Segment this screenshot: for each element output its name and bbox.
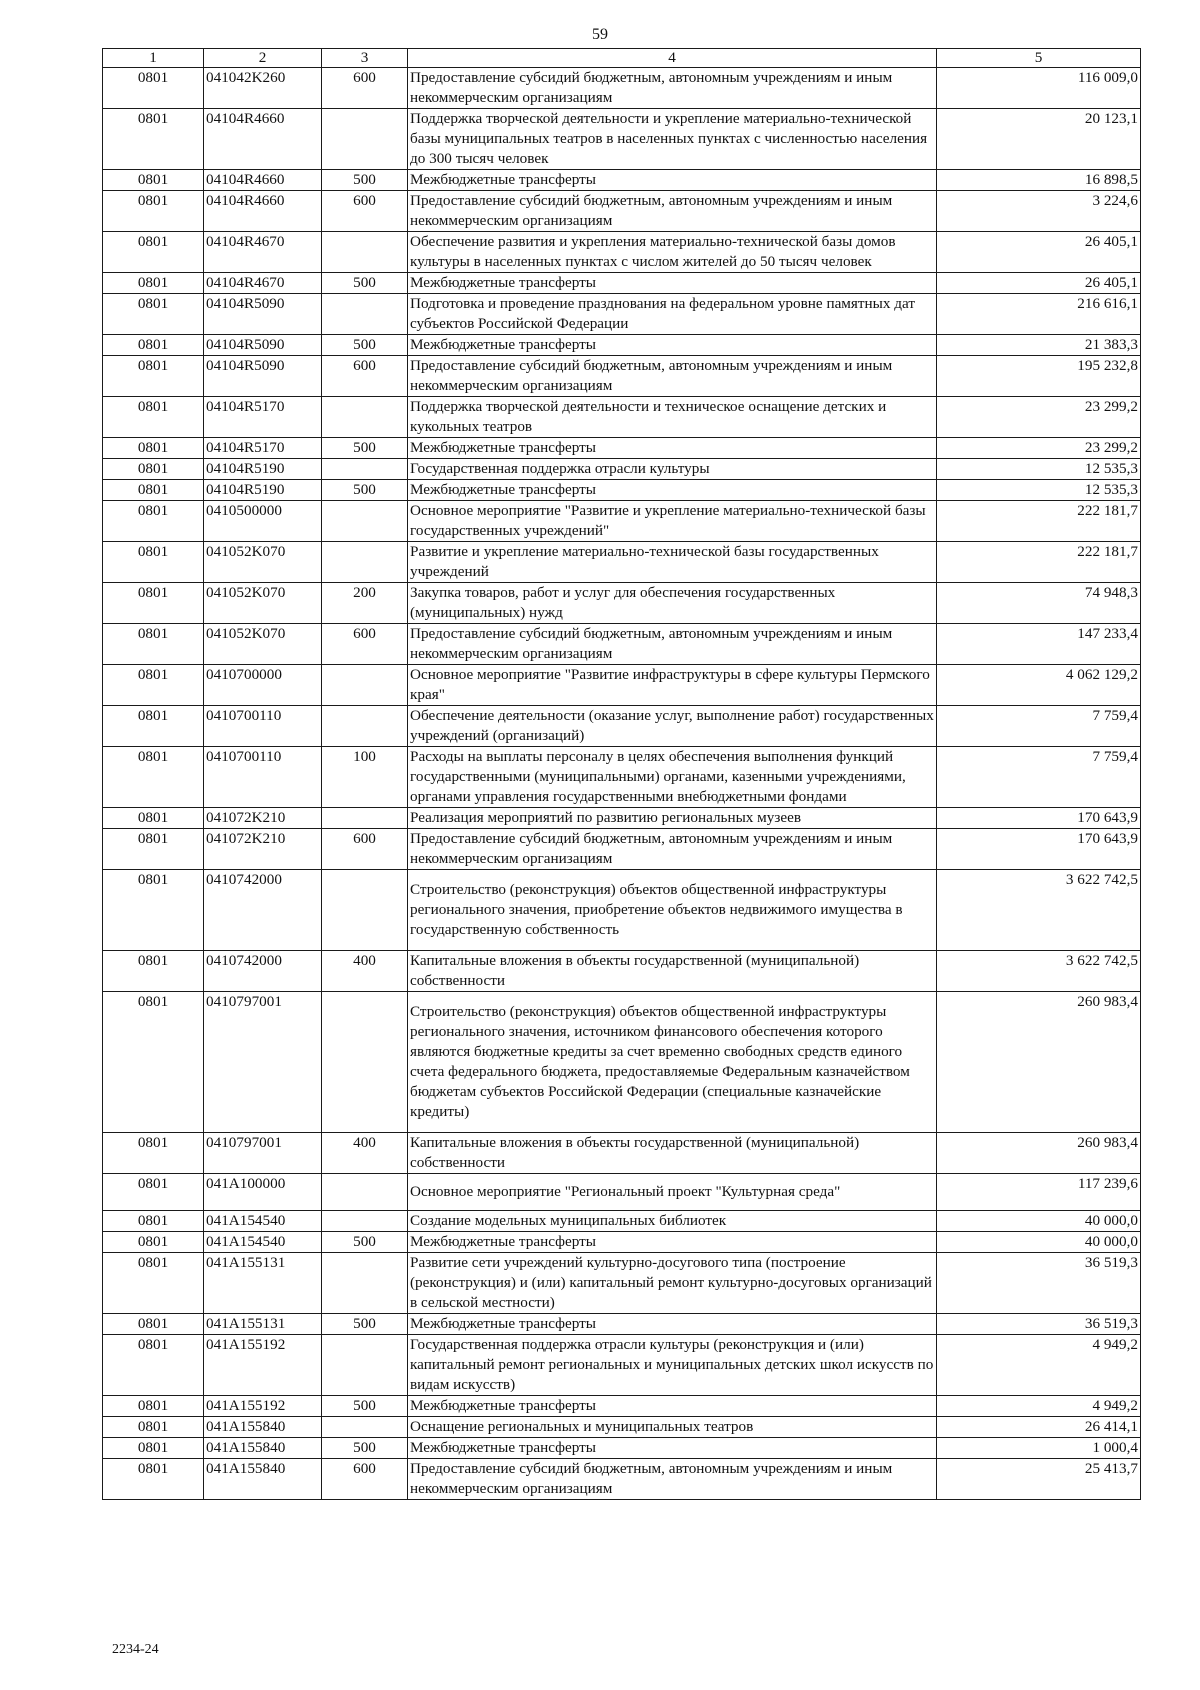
section-code-cell: 0801 — [103, 480, 204, 501]
target-article-cell: 0410700000 — [204, 665, 322, 706]
expense-type-cell: 600 — [322, 191, 408, 232]
description-cell: Капитальные вложения в объекты государственной (муниципальной) собственности — [408, 951, 937, 992]
amount-cell: 12 535,3 — [937, 480, 1141, 501]
table-row — [103, 170, 1141, 191]
section-code-cell: 0801 — [103, 1417, 204, 1438]
section-code-cell: 0801 — [103, 1459, 204, 1500]
expense-type-cell — [322, 1417, 408, 1438]
section-code-cell: 0801 — [103, 397, 204, 438]
target-article-cell: 041072K210 — [204, 808, 322, 829]
document-code: 2234-24 — [112, 1642, 159, 1657]
table-header — [103, 49, 1141, 68]
amount-cell: 40 000,0 — [937, 1232, 1141, 1253]
amount-cell: 23 299,2 — [937, 438, 1141, 459]
target-article-cell: 04104R5170 — [204, 397, 322, 438]
section-code-cell: 0801 — [103, 1174, 204, 1211]
target-article-cell: 04104R5090 — [204, 356, 322, 397]
table-row — [103, 273, 1141, 294]
amount-cell: 216 616,1 — [937, 294, 1141, 335]
table-row — [103, 747, 1141, 808]
amount-cell: 21 383,3 — [937, 335, 1141, 356]
description-cell: Предоставление субсидий бюджетным, автономным учреждениям и иным некоммерческим организациям — [408, 68, 937, 109]
description-cell: Строительство (реконструкция) объектов общественной инфраструктуры регионального значения, источником финансового обеспечения которого являются бюджетные кредиты за счет временно свободных средств единого счета федерального бюджета, предоставляемые Федеральным казначейством бюджетам субъектов Российской Федерации (специальные казначейские кредиты) — [408, 992, 937, 1133]
amount-cell: 222 181,7 — [937, 501, 1141, 542]
table-body — [103, 68, 1141, 1500]
target-article-cell: 04104R5190 — [204, 480, 322, 501]
amount-cell: 20 123,1 — [937, 109, 1141, 170]
target-article-cell: 04104R4660 — [204, 191, 322, 232]
expense-type-cell: 600 — [322, 829, 408, 870]
amount-cell: 147 233,4 — [937, 624, 1141, 665]
target-article-cell: 0410797001 — [204, 1133, 322, 1174]
section-code-cell: 0801 — [103, 583, 204, 624]
target-article-cell: 041052K070 — [204, 542, 322, 583]
section-code-cell: 0801 — [103, 109, 204, 170]
section-code-cell: 0801 — [103, 232, 204, 273]
target-article-cell: 041A155840 — [204, 1459, 322, 1500]
expense-type-cell — [322, 1253, 408, 1314]
amount-cell: 4 949,2 — [937, 1396, 1141, 1417]
table-row — [103, 808, 1141, 829]
expense-type-cell: 500 — [322, 480, 408, 501]
description-cell: Предоставление субсидий бюджетным, автономным учреждениям и иным некоммерческим организациям — [408, 624, 937, 665]
target-article-cell: 041042K260 — [204, 68, 322, 109]
expense-type-cell — [322, 808, 408, 829]
amount-cell: 260 983,4 — [937, 1133, 1141, 1174]
expense-type-cell — [322, 1335, 408, 1396]
description-cell: Государственная поддержка отрасли культуры (реконструкция и (или) капитальный ремонт региональных и муниципальных детских школ искусств по видам искусств) — [408, 1335, 937, 1396]
table-row — [103, 665, 1141, 706]
description-cell: Межбюджетные трансферты — [408, 1314, 937, 1335]
amount-cell: 36 519,3 — [937, 1253, 1141, 1314]
table-row — [103, 232, 1141, 273]
table-row — [103, 459, 1141, 480]
target-article-cell: 041052K070 — [204, 624, 322, 665]
target-article-cell: 041A155192 — [204, 1335, 322, 1396]
expense-type-cell: 600 — [322, 68, 408, 109]
target-article-cell: 04104R5090 — [204, 335, 322, 356]
section-code-cell: 0801 — [103, 1314, 204, 1335]
header-col-2: 2 — [204, 49, 322, 68]
table-row — [103, 480, 1141, 501]
table-row — [103, 109, 1141, 170]
expense-type-cell: 100 — [322, 747, 408, 808]
page-number: 59 — [592, 26, 608, 43]
target-article-cell: 041052K070 — [204, 583, 322, 624]
target-article-cell: 041A100000 — [204, 1174, 322, 1211]
target-article-cell: 041A154540 — [204, 1211, 322, 1232]
target-article-cell: 04104R4660 — [204, 170, 322, 191]
description-cell: Межбюджетные трансферты — [408, 170, 937, 191]
section-code-cell: 0801 — [103, 356, 204, 397]
table-row — [103, 870, 1141, 951]
section-code-cell: 0801 — [103, 459, 204, 480]
target-article-cell: 041A155840 — [204, 1417, 322, 1438]
section-code-cell: 0801 — [103, 1396, 204, 1417]
table-row — [103, 542, 1141, 583]
description-cell: Предоставление субсидий бюджетным, автономным учреждениям и иным некоммерческим организациям — [408, 356, 937, 397]
amount-cell: 26 405,1 — [937, 273, 1141, 294]
description-cell: Межбюджетные трансферты — [408, 335, 937, 356]
section-code-cell: 0801 — [103, 829, 204, 870]
table-row — [103, 1417, 1141, 1438]
table-row — [103, 501, 1141, 542]
table-row — [103, 583, 1141, 624]
description-cell: Межбюджетные трансферты — [408, 1232, 937, 1253]
amount-cell: 117 239,6 — [937, 1174, 1141, 1211]
header-row — [103, 49, 1141, 68]
table-row — [103, 1174, 1141, 1211]
description-cell: Межбюджетные трансферты — [408, 273, 937, 294]
description-cell: Предоставление субсидий бюджетным, автономным учреждениям и иным некоммерческим организациям — [408, 1459, 937, 1500]
expense-type-cell — [322, 109, 408, 170]
expense-type-cell — [322, 232, 408, 273]
amount-cell: 74 948,3 — [937, 583, 1141, 624]
section-code-cell: 0801 — [103, 706, 204, 747]
amount-cell: 16 898,5 — [937, 170, 1141, 191]
budget-table — [102, 48, 1141, 1500]
description-cell: Создание модельных муниципальных библиотек — [408, 1211, 937, 1232]
expense-type-cell: 500 — [322, 438, 408, 459]
expense-type-cell: 500 — [322, 170, 408, 191]
description-cell: Закупка товаров, работ и услуг для обеспечения государственных (муниципальных) нужд — [408, 583, 937, 624]
target-article-cell: 0410742000 — [204, 870, 322, 951]
expense-type-cell — [322, 542, 408, 583]
table-row — [103, 397, 1141, 438]
expense-type-cell: 400 — [322, 1133, 408, 1174]
section-code-cell: 0801 — [103, 992, 204, 1133]
section-code-cell: 0801 — [103, 808, 204, 829]
amount-cell: 7 759,4 — [937, 747, 1141, 808]
section-code-cell: 0801 — [103, 1253, 204, 1314]
table-row — [103, 1314, 1141, 1335]
section-code-cell: 0801 — [103, 1211, 204, 1232]
description-cell: Основное мероприятие "Региональный проект "Культурная среда" — [408, 1174, 937, 1211]
target-article-cell: 04104R5190 — [204, 459, 322, 480]
table-row — [103, 706, 1141, 747]
table-row — [103, 992, 1141, 1133]
section-code-cell: 0801 — [103, 1438, 204, 1459]
expense-type-cell: 400 — [322, 951, 408, 992]
amount-cell: 36 519,3 — [937, 1314, 1141, 1335]
section-code-cell: 0801 — [103, 335, 204, 356]
table-row — [103, 335, 1141, 356]
section-code-cell: 0801 — [103, 438, 204, 459]
amount-cell: 4 949,2 — [937, 1335, 1141, 1396]
description-cell: Основное мероприятие "Развитие и укрепление материально-технической базы государственных учреждений" — [408, 501, 937, 542]
description-cell: Капитальные вложения в объекты государственной (муниципальной) собственности — [408, 1133, 937, 1174]
section-code-cell: 0801 — [103, 191, 204, 232]
description-cell: Предоставление субсидий бюджетным, автономным учреждениям и иным некоммерческим организациям — [408, 191, 937, 232]
description-cell: Оснащение региональных и муниципальных театров — [408, 1417, 937, 1438]
target-article-cell: 04104R4670 — [204, 273, 322, 294]
target-article-cell: 04104R5090 — [204, 294, 322, 335]
expense-type-cell — [322, 397, 408, 438]
amount-cell: 40 000,0 — [937, 1211, 1141, 1232]
table-row — [103, 191, 1141, 232]
section-code-cell: 0801 — [103, 501, 204, 542]
section-code-cell: 0801 — [103, 294, 204, 335]
description-cell: Обеспечение деятельности (оказание услуг, выполнение работ) государственных учреждений (организаций) — [408, 706, 937, 747]
target-article-cell: 0410500000 — [204, 501, 322, 542]
expense-type-cell: 500 — [322, 1396, 408, 1417]
description-cell: Обеспечение развития и укрепления материально-технической базы домов культуры в населенных пунктах с числом жителей до 50 тысяч человек — [408, 232, 937, 273]
description-cell: Межбюджетные трансферты — [408, 480, 937, 501]
description-cell: Развитие и укрепление материально-технической базы государственных учреждений — [408, 542, 937, 583]
target-article-cell: 0410742000 — [204, 951, 322, 992]
header-col-1: 1 — [103, 49, 204, 68]
expense-type-cell — [322, 1174, 408, 1211]
amount-cell: 4 062 129,2 — [937, 665, 1141, 706]
section-code-cell: 0801 — [103, 665, 204, 706]
header-col-5: 5 — [937, 49, 1141, 68]
description-cell: Межбюджетные трансферты — [408, 1438, 937, 1459]
table-row — [103, 356, 1141, 397]
expense-type-cell — [322, 294, 408, 335]
description-cell: Подготовка и проведение празднования на федеральном уровне памятных дат субъектов Российской Федерации — [408, 294, 937, 335]
description-cell: Основное мероприятие "Развитие инфраструктуры в сфере культуры Пермского края" — [408, 665, 937, 706]
target-article-cell: 04104R5170 — [204, 438, 322, 459]
expense-type-cell — [322, 665, 408, 706]
amount-cell: 170 643,9 — [937, 829, 1141, 870]
table-row — [103, 1253, 1141, 1314]
expense-type-cell: 600 — [322, 624, 408, 665]
table-row — [103, 1211, 1141, 1232]
section-code-cell: 0801 — [103, 1335, 204, 1396]
table-row — [103, 951, 1141, 992]
expense-type-cell — [322, 501, 408, 542]
amount-cell: 260 983,4 — [937, 992, 1141, 1133]
expense-type-cell: 600 — [322, 356, 408, 397]
amount-cell: 116 009,0 — [937, 68, 1141, 109]
table-row — [103, 1459, 1141, 1500]
expense-type-cell — [322, 1211, 408, 1232]
amount-cell: 1 000,4 — [937, 1438, 1141, 1459]
expense-type-cell: 500 — [322, 1314, 408, 1335]
amount-cell: 3 224,6 — [937, 191, 1141, 232]
table-row — [103, 68, 1141, 109]
table-row — [103, 1133, 1141, 1174]
amount-cell: 12 535,3 — [937, 459, 1141, 480]
section-code-cell: 0801 — [103, 170, 204, 191]
section-code-cell: 0801 — [103, 273, 204, 294]
section-code-cell: 0801 — [103, 542, 204, 583]
target-article-cell: 041A155840 — [204, 1438, 322, 1459]
table-row — [103, 1335, 1141, 1396]
description-cell: Предоставление субсидий бюджетным, автономным учреждениям и иным некоммерческим организациям — [408, 829, 937, 870]
target-article-cell: 041A155131 — [204, 1314, 322, 1335]
header-col-4: 4 — [408, 49, 937, 68]
expense-type-cell: 500 — [322, 335, 408, 356]
expense-type-cell: 600 — [322, 1459, 408, 1500]
amount-cell: 7 759,4 — [937, 706, 1141, 747]
target-article-cell: 04104R4670 — [204, 232, 322, 273]
section-code-cell: 0801 — [103, 624, 204, 665]
expense-type-cell — [322, 459, 408, 480]
description-cell: Строительство (реконструкция) объектов общественной инфраструктуры регионального значения, приобретение объектов недвижимого имущества в государственную собственность — [408, 870, 937, 951]
description-cell: Межбюджетные трансферты — [408, 1396, 937, 1417]
description-cell: Межбюджетные трансферты — [408, 438, 937, 459]
section-code-cell: 0801 — [103, 1232, 204, 1253]
table-row — [103, 829, 1141, 870]
amount-cell: 3 622 742,5 — [937, 951, 1141, 992]
amount-cell: 222 181,7 — [937, 542, 1141, 583]
table-row — [103, 1438, 1141, 1459]
amount-cell: 3 622 742,5 — [937, 870, 1141, 951]
target-article-cell: 041072K210 — [204, 829, 322, 870]
description-cell: Государственная поддержка отрасли культуры — [408, 459, 937, 480]
expense-type-cell: 500 — [322, 1232, 408, 1253]
expense-type-cell — [322, 992, 408, 1133]
description-cell: Расходы на выплаты персоналу в целях обеспечения выполнения функций государственными (муниципальными) органами, казенными учреждениями, органами управления государственными внебюджетными фондами — [408, 747, 937, 808]
table-row — [103, 294, 1141, 335]
target-article-cell: 041A154540 — [204, 1232, 322, 1253]
table-row — [103, 1396, 1141, 1417]
target-article-cell: 04104R4660 — [204, 109, 322, 170]
target-article-cell: 0410797001 — [204, 992, 322, 1133]
amount-cell: 25 413,7 — [937, 1459, 1141, 1500]
expense-type-cell: 500 — [322, 273, 408, 294]
expense-type-cell: 200 — [322, 583, 408, 624]
target-article-cell: 0410700110 — [204, 706, 322, 747]
section-code-cell: 0801 — [103, 747, 204, 808]
section-code-cell: 0801 — [103, 68, 204, 109]
target-article-cell: 041A155131 — [204, 1253, 322, 1314]
section-code-cell: 0801 — [103, 951, 204, 992]
expense-type-cell: 500 — [322, 1438, 408, 1459]
expense-type-cell — [322, 870, 408, 951]
section-code-cell: 0801 — [103, 1133, 204, 1174]
description-cell: Развитие сети учреждений культурно-досугового типа (построение (реконструкция) и (или) капитальный ремонт культурно-досуговых организаций в сельской местности) — [408, 1253, 937, 1314]
header-col-3: 3 — [322, 49, 408, 68]
amount-cell: 195 232,8 — [937, 356, 1141, 397]
description-cell: Реализация мероприятий по развитию региональных музеев — [408, 808, 937, 829]
amount-cell: 23 299,2 — [937, 397, 1141, 438]
target-article-cell: 041A155192 — [204, 1396, 322, 1417]
amount-cell: 26 414,1 — [937, 1417, 1141, 1438]
expense-type-cell — [322, 706, 408, 747]
description-cell: Поддержка творческой деятельности и техническое оснащение детских и кукольных театров — [408, 397, 937, 438]
target-article-cell: 0410700110 — [204, 747, 322, 808]
table-row — [103, 624, 1141, 665]
table-row — [103, 438, 1141, 459]
amount-cell: 170 643,9 — [937, 808, 1141, 829]
description-cell: Поддержка творческой деятельности и укрепление материально-технической базы муниципальных театров в населенных пунктах с численностью населения до 300 тысяч человек — [408, 109, 937, 170]
section-code-cell: 0801 — [103, 870, 204, 951]
amount-cell: 26 405,1 — [937, 232, 1141, 273]
table-row — [103, 1232, 1141, 1253]
